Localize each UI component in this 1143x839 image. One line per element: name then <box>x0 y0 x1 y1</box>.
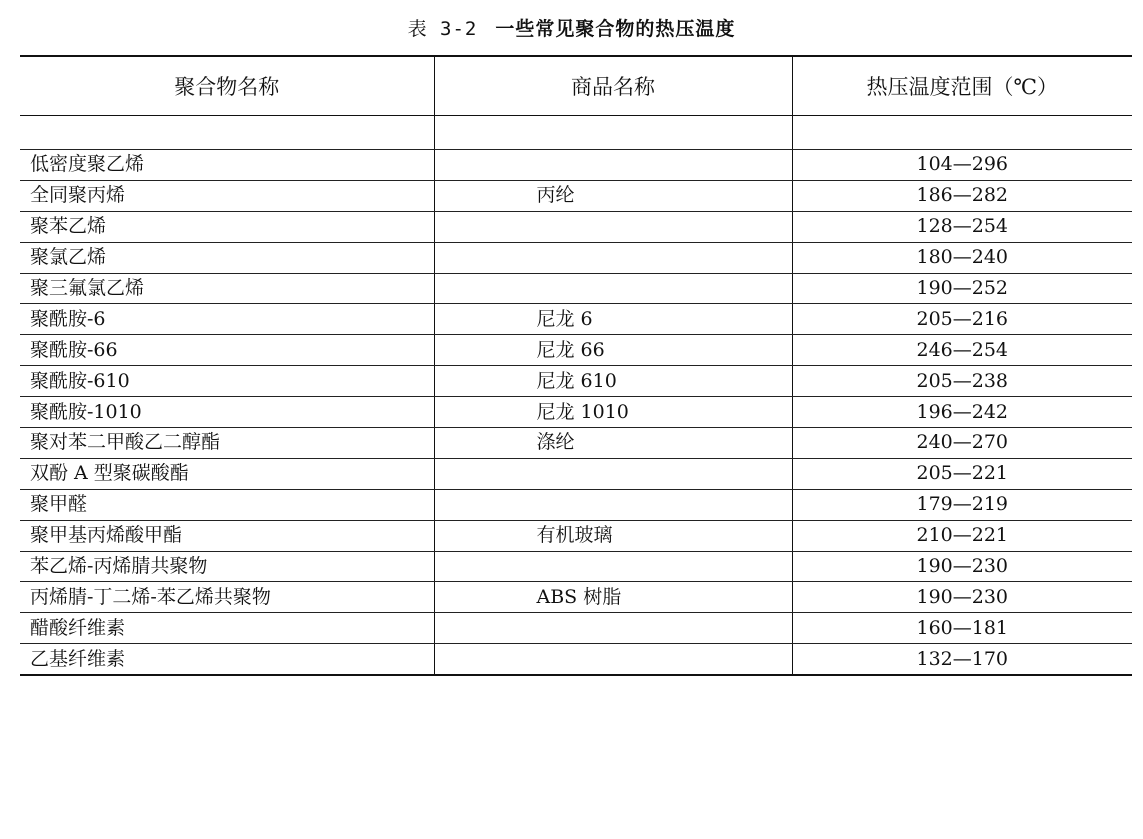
trade-name-cell <box>434 150 792 181</box>
trade-name-cell: 涤纶 <box>434 428 792 459</box>
header-trade-name: 商品名称 <box>434 56 792 116</box>
polymer-name-cell: 苯乙烯-丙烯腈共聚物 <box>20 551 434 582</box>
temperature-range-cell: 160—181 <box>792 613 1132 644</box>
polymer-name-cell: 全同聚丙烯 <box>20 180 434 211</box>
polymer-name-cell: 聚酰胺-1010 <box>20 397 434 428</box>
trade-name-cell <box>434 458 792 489</box>
header-temperature-range: 热压温度范围（℃） <box>792 56 1132 116</box>
hot-press-temperature-table <box>20 55 1132 676</box>
temperature-range-cell: 132—170 <box>792 644 1132 675</box>
trade-name-cell <box>434 273 792 304</box>
trade-name-cell: 有机玻璃 <box>434 520 792 551</box>
temperature-range-cell: 240—270 <box>792 428 1132 459</box>
table-row <box>20 242 1132 273</box>
polymer-name-cell: 醋酸纤维素 <box>20 613 434 644</box>
polymer-name-cell: 低密度聚乙烯 <box>20 150 434 181</box>
table-title: 一些常见聚合物的热压温度 <box>495 18 736 40</box>
table-row <box>20 551 1132 582</box>
temperature-range-cell: 179—219 <box>792 489 1132 520</box>
temperature-range-cell: 190—230 <box>792 582 1132 613</box>
temperature-range-cell: 180—240 <box>792 242 1132 273</box>
polymer-name-cell: 聚甲醛 <box>20 489 434 520</box>
polymer-name-cell: 聚三氟氯乙烯 <box>20 273 434 304</box>
polymer-name-cell: 聚苯乙烯 <box>20 211 434 242</box>
table-body <box>20 116 1132 676</box>
polymer-name-cell: 乙基纤维素 <box>20 644 434 675</box>
table-row <box>20 304 1132 335</box>
trade-name-cell: 尼龙 610 <box>434 366 792 397</box>
temperature-range-cell: 190—230 <box>792 551 1132 582</box>
trade-name-cell <box>434 613 792 644</box>
polymer-name-cell <box>20 116 434 150</box>
temperature-range-cell: 186—282 <box>792 180 1132 211</box>
polymer-name-cell: 聚甲基丙烯酸甲酯 <box>20 520 434 551</box>
polymer-name-cell: 聚酰胺-6 <box>20 304 434 335</box>
temperature-range-cell: 104—296 <box>792 150 1132 181</box>
trade-name-cell: 丙纶 <box>434 180 792 211</box>
table-row <box>20 520 1132 551</box>
table-row <box>20 211 1132 242</box>
header-polymer-name: 聚合物名称 <box>20 56 434 116</box>
polymer-name-cell: 聚酰胺-66 <box>20 335 434 366</box>
temperature-range-cell: 246—254 <box>792 335 1132 366</box>
temperature-range-cell: 205—221 <box>792 458 1132 489</box>
temperature-range-cell: 190—252 <box>792 273 1132 304</box>
trade-name-cell <box>434 242 792 273</box>
table-row <box>20 116 1132 150</box>
table-row <box>20 366 1132 397</box>
polymer-name-cell: 双酚 A 型聚碳酸酯 <box>20 458 434 489</box>
table-row <box>20 458 1132 489</box>
polymer-name-cell: 聚对苯二甲酸乙二醇酯 <box>20 428 434 459</box>
table-row <box>20 150 1132 181</box>
trade-name-cell <box>434 489 792 520</box>
polymer-name-cell: 聚氯乙烯 <box>20 242 434 273</box>
table-row <box>20 613 1132 644</box>
table-row <box>20 273 1132 304</box>
trade-name-cell: 尼龙 66 <box>434 335 792 366</box>
table-row <box>20 335 1132 366</box>
temperature-range-cell: 210—221 <box>792 520 1132 551</box>
table-row <box>20 397 1132 428</box>
header-row <box>20 56 1132 116</box>
temperature-range-cell: 128—254 <box>792 211 1132 242</box>
temperature-range-cell: 205—216 <box>792 304 1132 335</box>
table-row <box>20 582 1132 613</box>
table-row <box>20 644 1132 675</box>
polymer-name-cell: 丙烯腈-丁二烯-苯乙烯共聚物 <box>20 582 434 613</box>
trade-name-cell <box>434 116 792 150</box>
trade-name-cell: ABS 树脂 <box>434 582 792 613</box>
table-number: 表 3-2 <box>407 18 478 40</box>
table-caption <box>0 14 1143 41</box>
temperature-range-cell: 196—242 <box>792 397 1132 428</box>
table-row <box>20 489 1132 520</box>
temperature-range-cell <box>792 116 1132 150</box>
trade-name-cell <box>434 211 792 242</box>
temperature-range-cell: 205—238 <box>792 366 1132 397</box>
trade-name-cell: 尼龙 6 <box>434 304 792 335</box>
trade-name-cell <box>434 551 792 582</box>
table-row <box>20 428 1132 459</box>
polymer-name-cell: 聚酰胺-610 <box>20 366 434 397</box>
table-row <box>20 180 1132 211</box>
trade-name-cell <box>434 644 792 675</box>
trade-name-cell: 尼龙 1010 <box>434 397 792 428</box>
